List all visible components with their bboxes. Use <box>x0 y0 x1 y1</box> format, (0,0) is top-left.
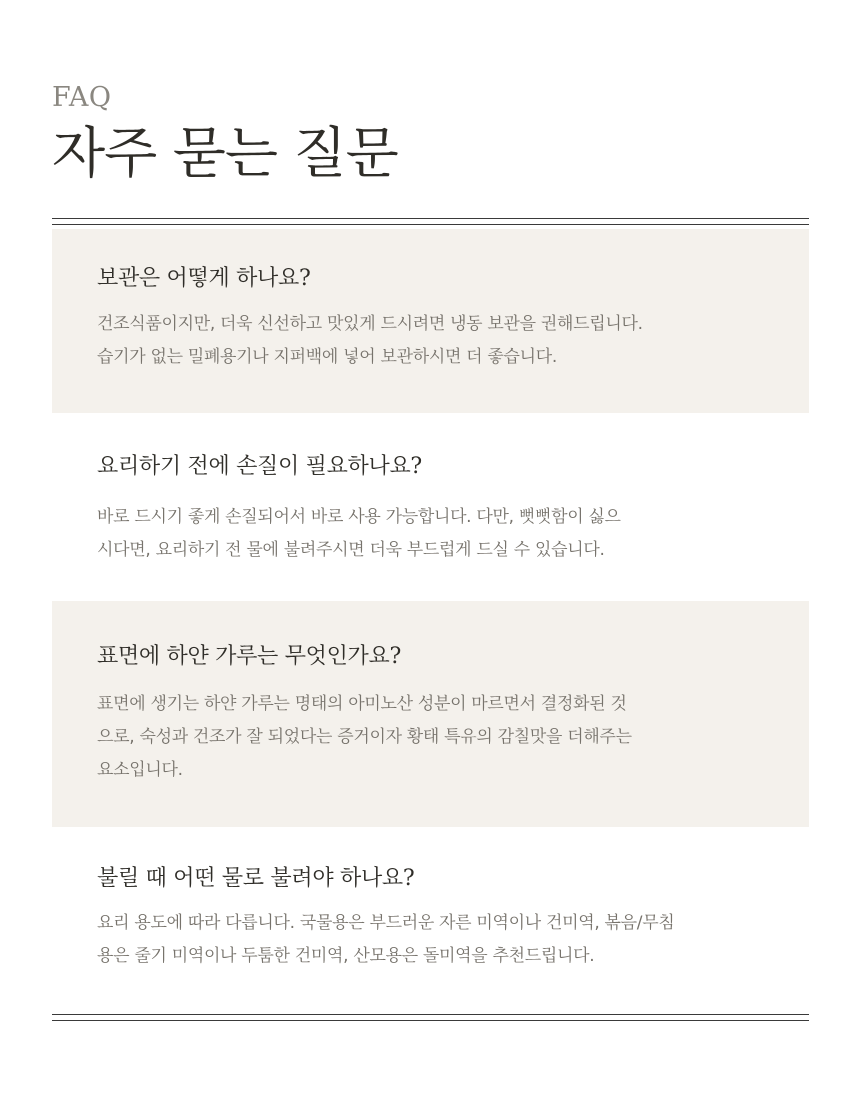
faq-answer <box>97 501 757 567</box>
faq-answer-line: 요리 용도에 따라 다릅니다. 국물용은 부드러운 자른 미역이나 건미역, 볶음/무침 <box>97 913 675 933</box>
faq-item-preparation <box>52 413 809 601</box>
faq-question: 보관은 어떻게 하나요? <box>97 266 311 291</box>
faq-question: 요리하기 전에 손질이 필요하나요? <box>97 454 422 479</box>
bottom-double-divider <box>52 1014 809 1021</box>
faq-item-soaking <box>52 827 809 997</box>
page-title: 자주 묻는 질문 <box>52 121 398 185</box>
faq-answer-line: 시다면, 요리하기 전 물에 불려주시면 더욱 부드럽게 드실 수 있습니다. <box>97 540 605 560</box>
faq-question: 표면에 하얀 가루는 무엇인가요? <box>97 644 401 669</box>
faq-answer <box>97 308 777 374</box>
faq-item-storage <box>52 229 809 413</box>
top-double-divider <box>52 218 809 225</box>
faq-answer <box>97 688 757 787</box>
faq-answer-line: 으로, 숙성과 건조가 잘 되었다는 증거이자 황태 특유의 감칠맛을 더해주는 <box>97 727 632 747</box>
faq-answer-line: 습기가 없는 밀폐용기나 지퍼백에 넣어 보관하시면 더 좋습니다. <box>97 347 558 367</box>
faq-question: 불릴 때 어떤 물로 불려야 하나요? <box>97 866 415 891</box>
section-kicker: FAQ <box>52 82 112 113</box>
faq-item-white-powder <box>52 601 809 827</box>
faq-answer <box>97 907 807 973</box>
faq-answer-line: 건조식품이지만, 더욱 신선하고 맛있게 드시려면 냉동 보관을 권해드립니다. <box>97 314 643 334</box>
faq-answer-line: 바로 드시기 좋게 손질되어서 바로 사용 가능합니다. 다만, 뻣뻣함이 싫으 <box>97 507 621 527</box>
faq-answer-line: 표면에 생기는 하얀 가루는 명태의 아미노산 성분이 마르면서 결정화된 것 <box>97 694 627 714</box>
faq-answer-line: 용은 줄기 미역이나 두툼한 건미역, 산모용은 돌미역을 추천드립니다. <box>97 946 595 966</box>
faq-answer-line: 요소입니다. <box>97 760 183 780</box>
